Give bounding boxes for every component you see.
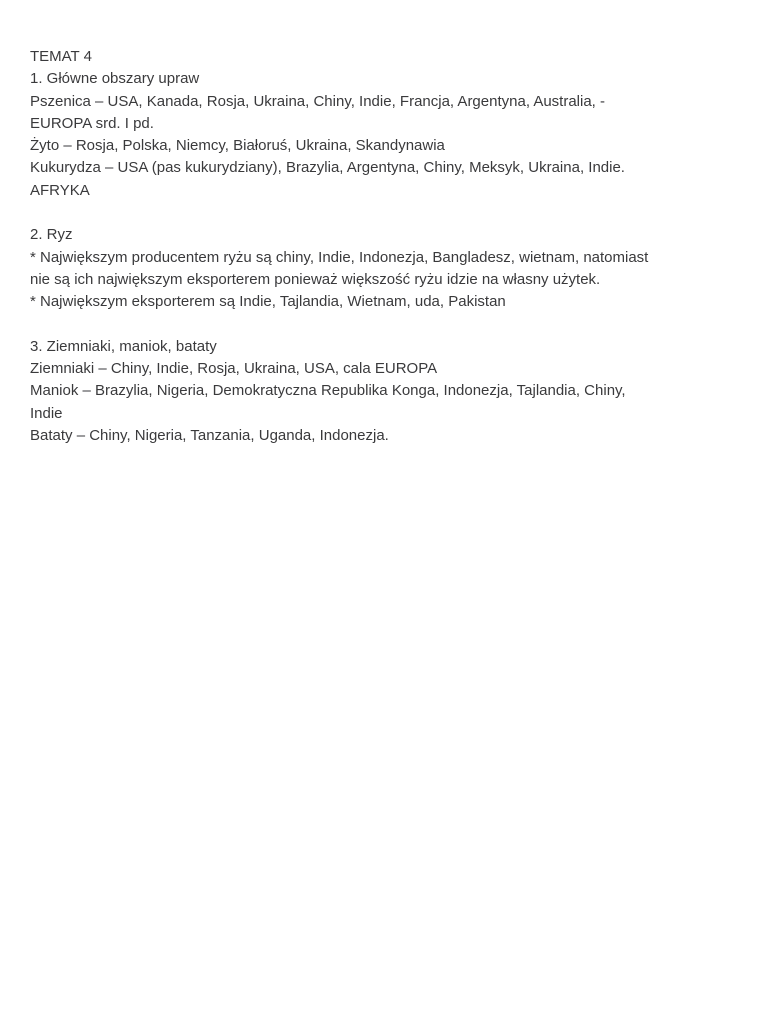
note-line: AFRYKA xyxy=(30,181,90,199)
section-heading: 2. Ryz xyxy=(30,226,73,244)
note-line: Maniok – Brazylia, Nigeria, Demokratyczna Republika Konga, Indonezja, Tajlandia, Chiny, xyxy=(30,382,626,400)
note-line: * Największym eksporterem są Indie, Tajlandia, Wietnam, uda, Pakistan xyxy=(30,293,506,311)
note-line: Żyto – Rosja, Polska, Niemcy, Białoruś, Ukraina, Skandynawia xyxy=(30,137,445,155)
note-line: * Największym producentem ryżu są chiny, Indie, Indonezja, Bangladesz, wietnam, natomiast xyxy=(30,248,649,266)
section-heading: 3. Ziemniaki, maniok, bataty xyxy=(30,337,217,355)
note-line: EUROPA srd. I pd. xyxy=(30,114,154,132)
note-line: Ziemniaki – Chiny, Indie, Rosja, Ukraina, USA, cala EUROPA xyxy=(30,360,438,378)
note-title: TEMAT 4 xyxy=(30,48,92,65)
note-line: nie są ich największym eksporterem ponieważ większość ryżu idzie na własny użytek. xyxy=(30,270,601,288)
note-line: Kukurydza – USA (pas kukurydziany), Brazylia, Argentyna, Chiny, Meksyk, Ukraina, Indie. xyxy=(30,159,625,177)
note-line: Pszenica – USA, Kanada, Rosja, Ukraina, Chiny, Indie, Francja, Argentyna, Australia, - xyxy=(30,92,606,110)
blank-line xyxy=(30,314,742,336)
note-line: Indie xyxy=(30,404,63,422)
blank-line xyxy=(30,202,742,224)
section-heading: 1. Główne obszary upraw xyxy=(30,70,200,88)
note-line: Bataty – Chiny, Nigeria, Tanzania, Uganda, Indonezja. xyxy=(30,427,389,445)
note-body[interactable] xyxy=(30,46,742,447)
